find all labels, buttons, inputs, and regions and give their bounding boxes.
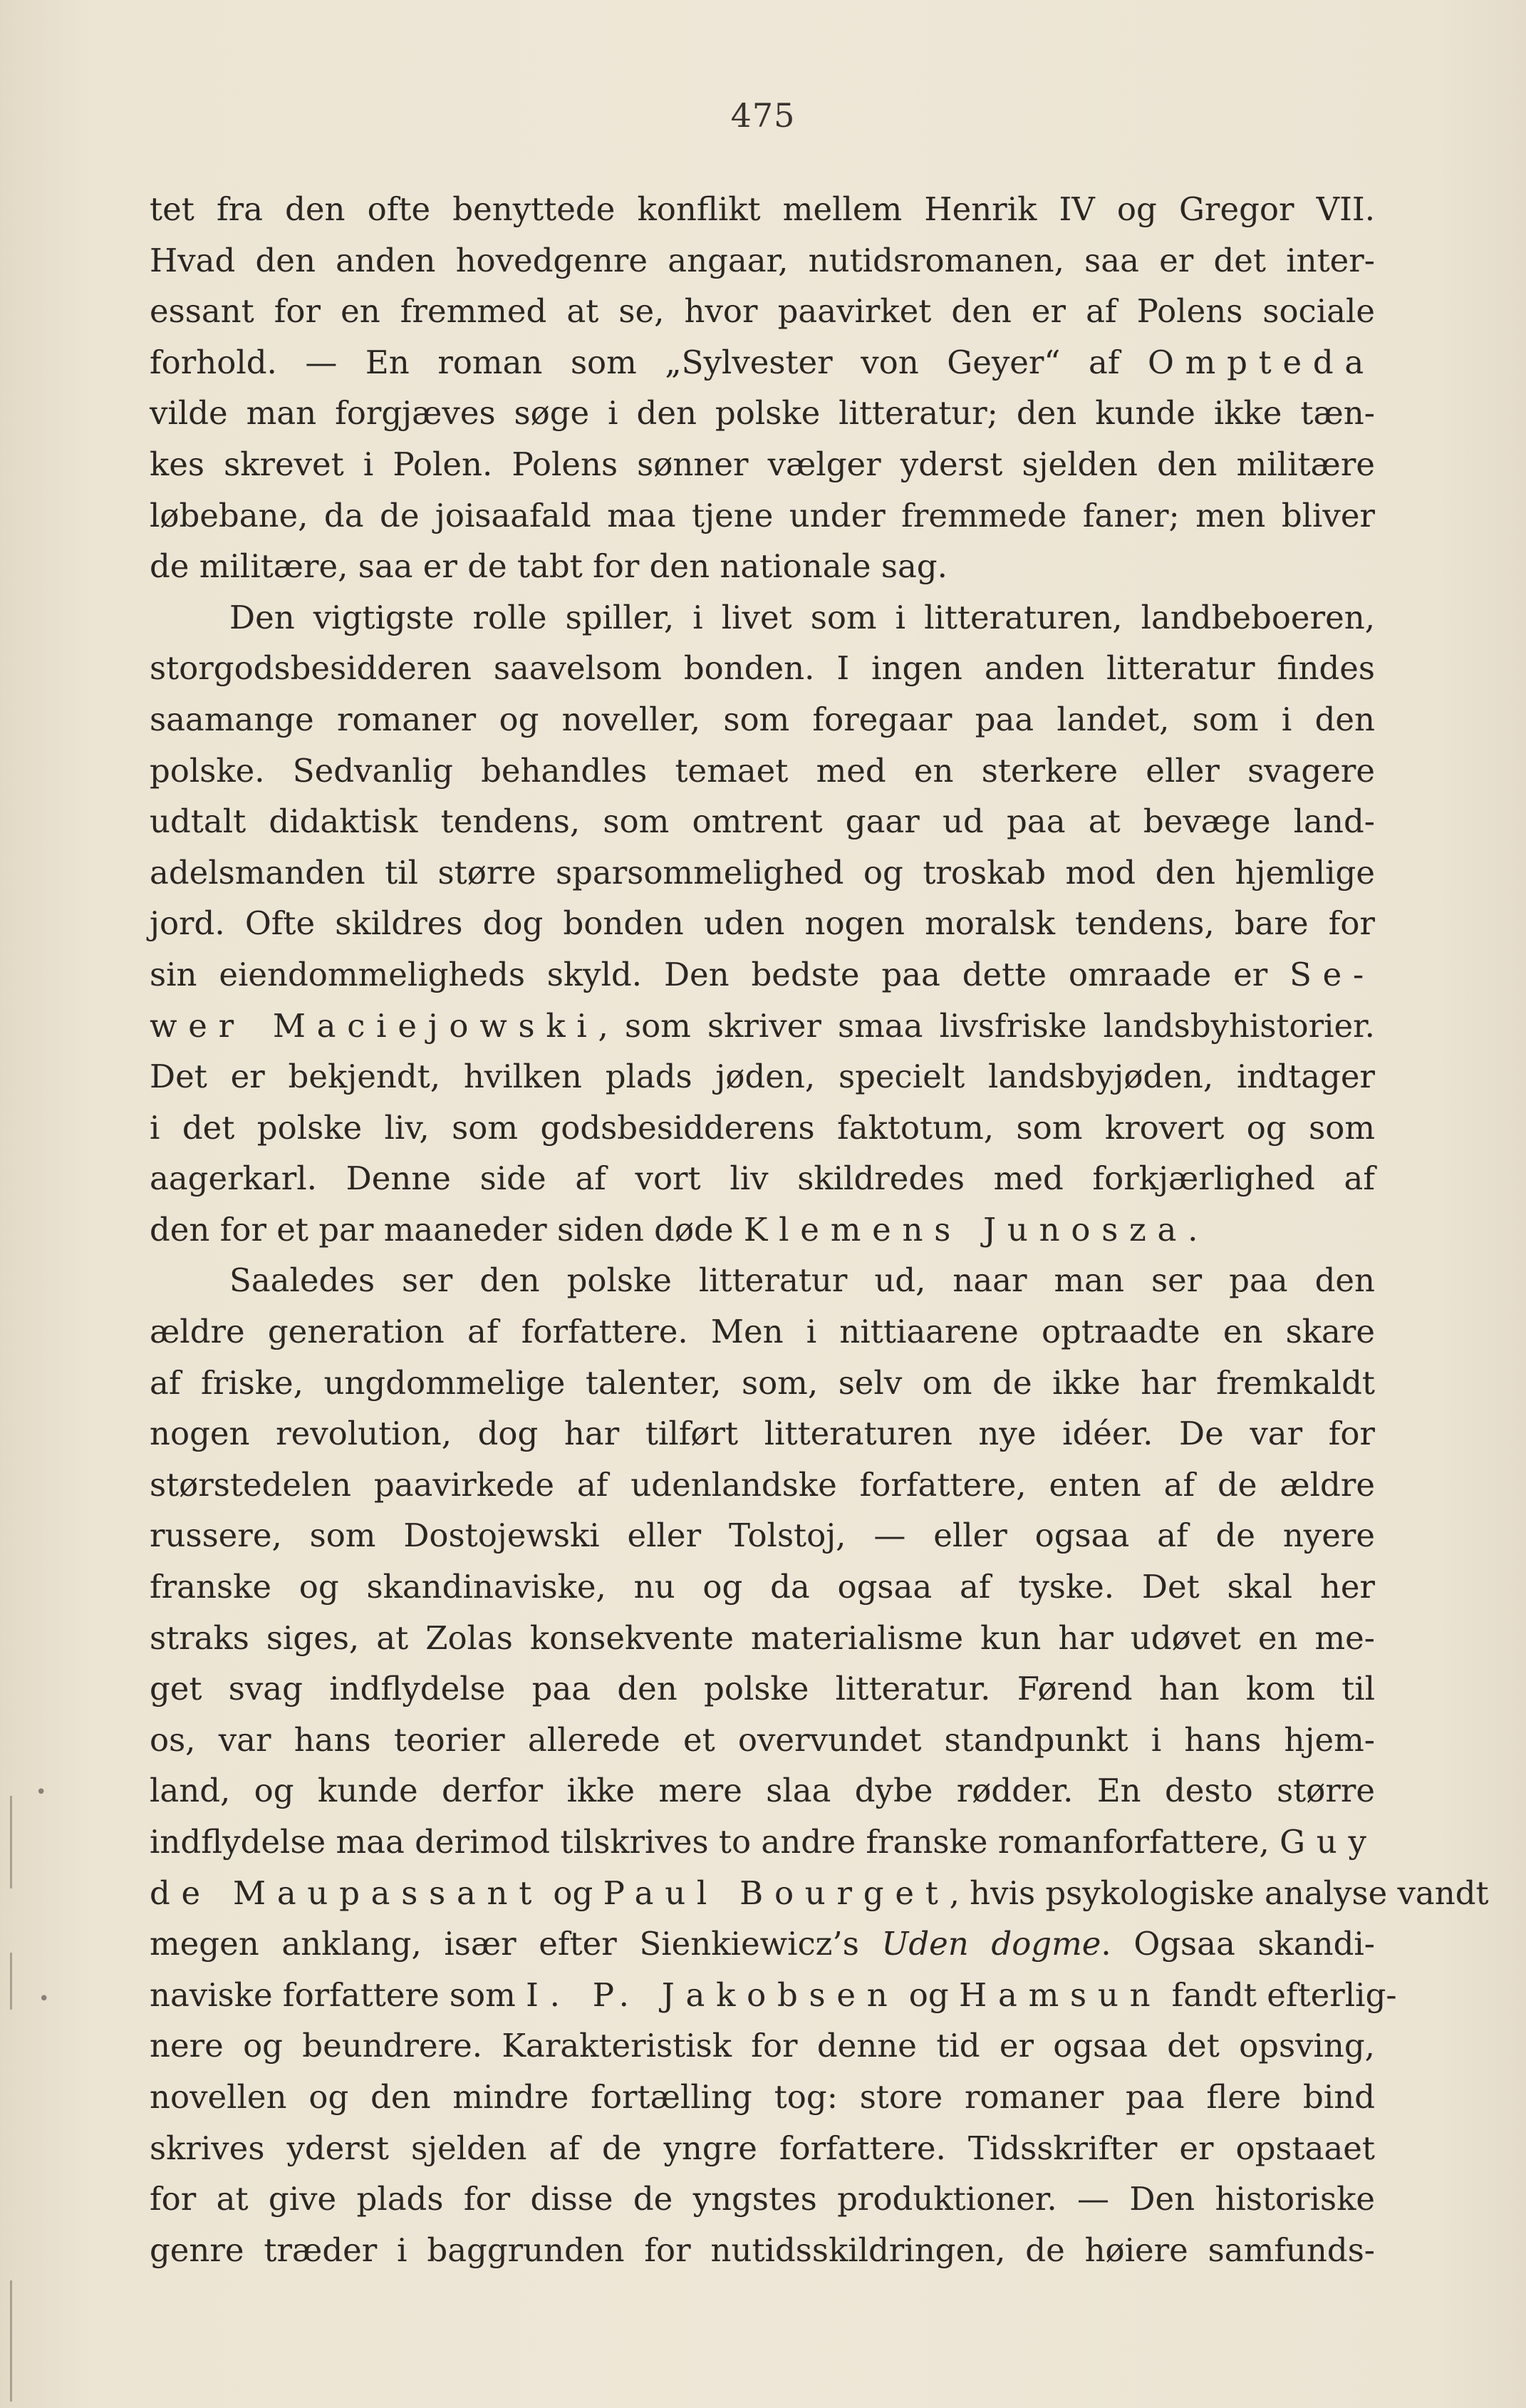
margin-scan-mark — [10, 2280, 12, 2402]
text-line: de militære, saa er de tabt for den nationale sag. — [150, 547, 948, 586]
author-name: Hamsun — [959, 1975, 1162, 2014]
text-line: den for et par maaneder siden døde Klemens Junosza. — [150, 1210, 1210, 1249]
text-line: tet fra den ofte benyttede konflikt mellem Henrik IV og Gregor VII. — [150, 190, 1375, 228]
text-line: for at give plads for disse de yngstes produktioner. — Den historiske — [150, 2180, 1375, 2218]
text-line: af friske, ungdommelige talenter, som, selv om de ikke har fremkaldt — [150, 1363, 1375, 1402]
text-line: megen anklang, især efter Sienkiewicz’s Uden dogme. Ogsaa skandi- — [150, 1925, 1375, 1963]
text-line: størstedelen paavirkede af udenlandske forfattere, enten af de ældre — [150, 1465, 1375, 1504]
body-text — [150, 184, 1489, 2275]
text-line: skrives yderst sjelden af de yngre forfattere. Tidsskrifter er opstaaet — [150, 2129, 1375, 2167]
author-name: Se- — [1289, 955, 1375, 993]
text-line: sin eiendommeligheds skyld. Den bedste paa dette omraade er Se- — [150, 955, 1375, 993]
text-line: straks siges, at Zolas konsekvente materialisme kun har udøvet en me- — [150, 1618, 1375, 1657]
margin-speck: • — [38, 1988, 50, 2010]
text-line: forhold. — En roman som „Sylvester von Geyer“ af Ompteda — [150, 343, 1375, 381]
author-name: Klemens Junosza. — [743, 1210, 1210, 1249]
text-line: Saaledes ser den polske litteratur ud, naar man ser paa den — [229, 1261, 1375, 1300]
text-line: nere og beundrere. Karakteristisk for denne tid er ogsaa det opsving, — [150, 2027, 1375, 2065]
author-name: Ompteda — [1148, 343, 1375, 381]
text-line: russere, som Dostojewski eller Tolstoj, — eller ogsaa af de nyere — [150, 1516, 1375, 1555]
text-line: nogen revolution, dog har tilført litteraturen nye idéer. De var for — [150, 1415, 1375, 1453]
author-name: wer Maciejowski — [150, 1006, 598, 1045]
text-line: storgodsbesidderen saavelsom bonden. I ingen anden litteratur findes — [150, 649, 1375, 688]
text-line: udtalt didaktisk tendens, som omtrent gaar ud paa at bevæge land- — [150, 802, 1375, 841]
author-name: I. P. Jakobsen — [526, 1975, 899, 2014]
text-line: løbebane, da de joisaafald maa tjene under fremmede faner; men bliver — [150, 496, 1375, 534]
text-line: wer Maciejowski, som skriver smaa livsfriske landsbyhistorier. — [150, 1006, 1375, 1045]
text-line: Hvad den anden hovedgenre angaar, nutidsromanen, saa er det inter- — [150, 241, 1375, 279]
text-line: adelsmanden til større sparsommelighed og troskab mod den hjemlige — [150, 853, 1375, 892]
text-line: land, og kunde derfor ikke mere slaa dybe rødder. En desto større — [150, 1772, 1375, 1810]
text-line: essant for en fremmed at se, hvor paavirket den er af Polens sociale — [150, 292, 1375, 331]
margin-speck: • — [36, 1782, 47, 1803]
text-line: i det polske liv, som godsbesidderens faktotum, som krovert og som — [150, 1108, 1375, 1147]
text-line: saamange romaner og noveller, som foregaar paa landet, som i den — [150, 700, 1375, 738]
book-title: Uden dogme — [881, 1925, 1101, 1963]
text-line: get svag indflydelse paa den polske litteratur. Førend han kom til — [150, 1670, 1375, 1708]
text-line: franske og skandinaviske, nu og da ogsaa af tyske. Det skal her — [150, 1568, 1375, 1606]
text-line: naviske forfattere som I. P. Jakobsen og Hamsun fandt efterlig- — [150, 1975, 1397, 2014]
text-line: kes skrevet i Polen. Polens sønner vælger yderst sjelden den militære — [150, 445, 1375, 483]
author-name: de Maupassant — [150, 1874, 544, 1912]
text-line: novellen og den mindre fortælling tog: store romaner paa flere bind — [150, 2077, 1375, 2116]
text-line: Det er bekjendt, hvilken plads jøden, specielt landsbyjøden, indtager — [150, 1058, 1375, 1096]
margin-scan-mark — [10, 1796, 12, 1888]
text-line: polske. Sedvanlig behandles temaet med en sterkere eller svagere — [150, 751, 1375, 790]
text-line: Den vigtigste rolle spiller, i livet som i litteraturen, landbeboeren, — [229, 598, 1375, 636]
author-name: Guy — [1280, 1823, 1378, 1861]
text-line: os, var hans teorier allerede et overvundet standpunkt i hans hjem- — [150, 1720, 1375, 1759]
text-line: indflydelse maa derimod tilskrives to andre franske romanforfattere, Guy — [150, 1823, 1378, 1861]
text-line: genre træder i baggrunden for nutidsskildringen, de høiere samfunds- — [150, 2231, 1375, 2269]
text-line: de Maupassant og Paul Bourget, hvis psykologiske analyse vandt — [150, 1874, 1489, 1912]
text-line: aagerkarl. Denne side af vort liv skildredes med forkjærlighed af — [150, 1159, 1375, 1198]
text-line: ældre generation af forfattere. Men i nittiaarene optraadte en skare — [150, 1313, 1375, 1351]
page-number: 475 — [730, 96, 796, 135]
margin-scan-mark — [10, 1953, 12, 2010]
text-line: jord. Ofte skildres dog bonden uden nogen moralsk tendens, bare for — [150, 904, 1375, 943]
author-name: Paul Bourget — [603, 1874, 950, 1912]
text-line: vilde man forgjæves søge i den polske litteratur; den kunde ikke tæn- — [150, 394, 1375, 433]
